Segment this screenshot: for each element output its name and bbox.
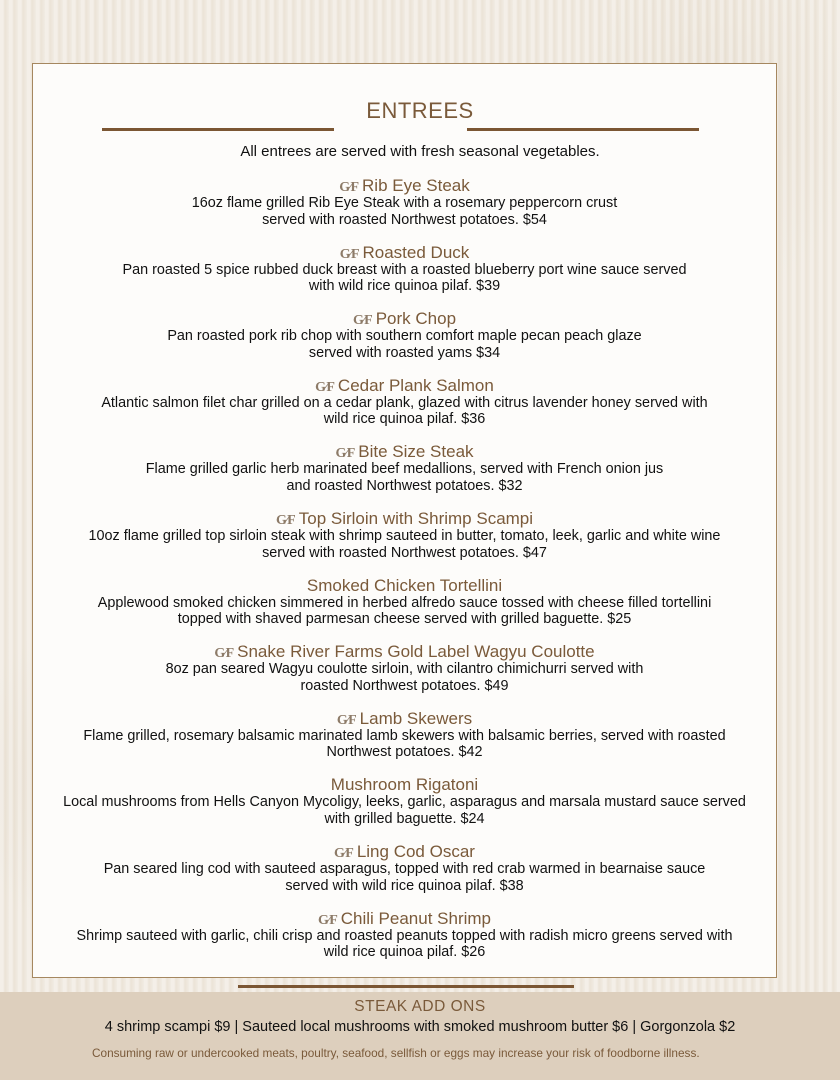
entree-item	[32, 243, 777, 295]
entree-name	[32, 176, 777, 195]
entree-item	[32, 709, 777, 761]
entree-title: Snake River Farms Gold Label Wagyu Coulotte	[237, 642, 595, 662]
entree-title: Ling Cod Oscar	[356, 842, 475, 861]
entree-item	[32, 309, 777, 361]
entree-description-line: Pan seared ling cod with sauteed asparagus, topped with red crab warmed in bearnaise sauce	[103, 861, 706, 877]
entree-item	[32, 775, 777, 827]
entree-title: Roasted Duck	[362, 242, 470, 262]
addons-title: STEAK ADD ONS	[354, 998, 486, 1015]
entree-description-line: 8oz pan seared Wagyu coulotte sirloin, with cilantro chimichurri served with	[165, 661, 644, 678]
entree-title: Pork Chop	[375, 309, 457, 329]
entree-item	[32, 176, 777, 228]
gluten-free-icon: G⁄F	[214, 646, 234, 662]
entree-description-line: and roasted Northwest potatoes. $32	[286, 477, 523, 494]
entree-name	[32, 775, 777, 794]
entree-description-line: served with wild rice quinoa pilaf. $38	[285, 877, 524, 894]
entree-title: Chili Peanut Shrimp	[340, 908, 492, 928]
gluten-free-icon: G⁄F	[339, 246, 359, 262]
entree-description-line: 10oz flame grilled top sirloin steak with shrimp sauteed in butter, tomato, leek, garlic and white wine	[88, 528, 721, 544]
entree-description-line: Atlantic salmon filet char grilled on a cedar plank, glazed with citrus lavender honey served with	[101, 394, 708, 411]
title-rule-right	[467, 128, 699, 131]
entree-description-line: Northwest potatoes. $42	[326, 744, 483, 761]
gluten-free-icon: G⁄F	[275, 513, 295, 528]
entree-description-line: with grilled baguette. $24	[324, 810, 485, 827]
entree-title: Smoked Chicken Tortellini	[306, 575, 503, 595]
entree-title: Lamb Skewers	[359, 708, 473, 728]
entree-description-line: Flame grilled, rosemary balsamic marinated lamb skewers with balsamic berries, served with roasted	[83, 727, 726, 744]
entree-name	[32, 376, 777, 395]
entree-item	[32, 842, 777, 894]
entree-title: Bite Size Steak	[358, 442, 474, 462]
entree-item	[32, 509, 777, 561]
entree-name	[32, 576, 777, 595]
entree-title: Cedar Plank Salmon	[337, 375, 494, 395]
addons-text: 4 shrimp scampi $9 | Sauteed local mushrooms with smoked mushroom butter $6 | Gorgonzola $2	[104, 1019, 736, 1035]
disclaimer-text: Consuming raw or undercooked meats, poultry, seafood, sellfish or eggs may increase your risk of foodborne illness.	[92, 1046, 700, 1060]
entree-name	[32, 442, 777, 461]
section-title: ENTREES	[366, 98, 474, 123]
entree-name	[32, 642, 777, 661]
gluten-free-icon: G⁄F	[336, 712, 356, 728]
entree-title: Rib Eye Steak	[362, 176, 470, 195]
entree-description-line: roasted Northwest potatoes. $49	[300, 677, 509, 694]
gluten-free-icon: G⁄F	[317, 912, 337, 928]
intro-text: All entrees are served with fresh seasonal vegetables.	[240, 143, 600, 160]
title-rule-left	[102, 128, 334, 131]
entree-name	[32, 842, 777, 861]
gluten-free-icon: G⁄F	[352, 313, 372, 329]
entree-description-line: served with roasted Northwest potatoes. $54	[262, 211, 547, 228]
entree-name	[32, 243, 777, 262]
entree-description-line: served with roasted Northwest potatoes. $47	[262, 544, 547, 561]
entree-item	[32, 576, 777, 628]
gluten-free-icon: G⁄F	[339, 180, 359, 195]
entree-description-line: wild rice quinoa pilaf. $36	[323, 411, 486, 428]
entree-item	[32, 642, 777, 694]
entree-description-line: Pan roasted 5 spice rubbed duck breast with a roasted blueberry port wine sauce served	[122, 261, 687, 278]
entree-description-line: Pan roasted pork rib chop with southern comfort maple pecan peach glaze	[167, 328, 642, 345]
gluten-free-icon: G⁄F	[315, 379, 334, 395]
entree-description-line: Flame grilled garlic herb marinated beef medallions, served with French onion jus	[145, 461, 664, 478]
entree-name	[32, 509, 777, 528]
entree-title: Top Sirloin with Shrimp Scampi	[298, 509, 534, 528]
entree-name	[32, 709, 777, 728]
entree-item	[32, 909, 777, 961]
entree-name	[32, 909, 777, 928]
entree-item	[32, 442, 777, 494]
entree-description-line: topped with shaved parmesan cheese served with grilled baguette. $25	[177, 611, 632, 628]
entree-description-line: Shrimp sauteed with garlic, chili crisp and roasted peanuts topped with radish micro greens served with	[76, 927, 733, 944]
entree-title: Mushroom Rigatoni	[330, 775, 479, 795]
entree-description-line: wild rice quinoa pilaf. $26	[323, 944, 486, 961]
entree-description-line: Local mushrooms from Hells Canyon Mycoligy, leeks, garlic, asparagus and marsala mustard sauce served	[63, 794, 746, 811]
addons-rule	[238, 985, 574, 988]
entree-item	[32, 376, 777, 428]
entree-description-line: 16oz flame grilled Rib Eye Steak with a rosemary peppercorn crust	[191, 195, 618, 211]
entree-description-line: with wild rice quinoa pilaf. $39	[308, 278, 501, 295]
entree-name	[32, 309, 777, 328]
section-header	[0, 98, 840, 138]
gluten-free-icon: G⁄F	[335, 446, 355, 462]
entree-description-line: served with roasted yams $34	[308, 344, 501, 361]
gluten-free-icon: G⁄F	[334, 846, 353, 861]
entree-description-line: Applewood smoked chicken simmered in herbed alfredo sauce tossed with cheese filled tortellini	[97, 594, 712, 611]
